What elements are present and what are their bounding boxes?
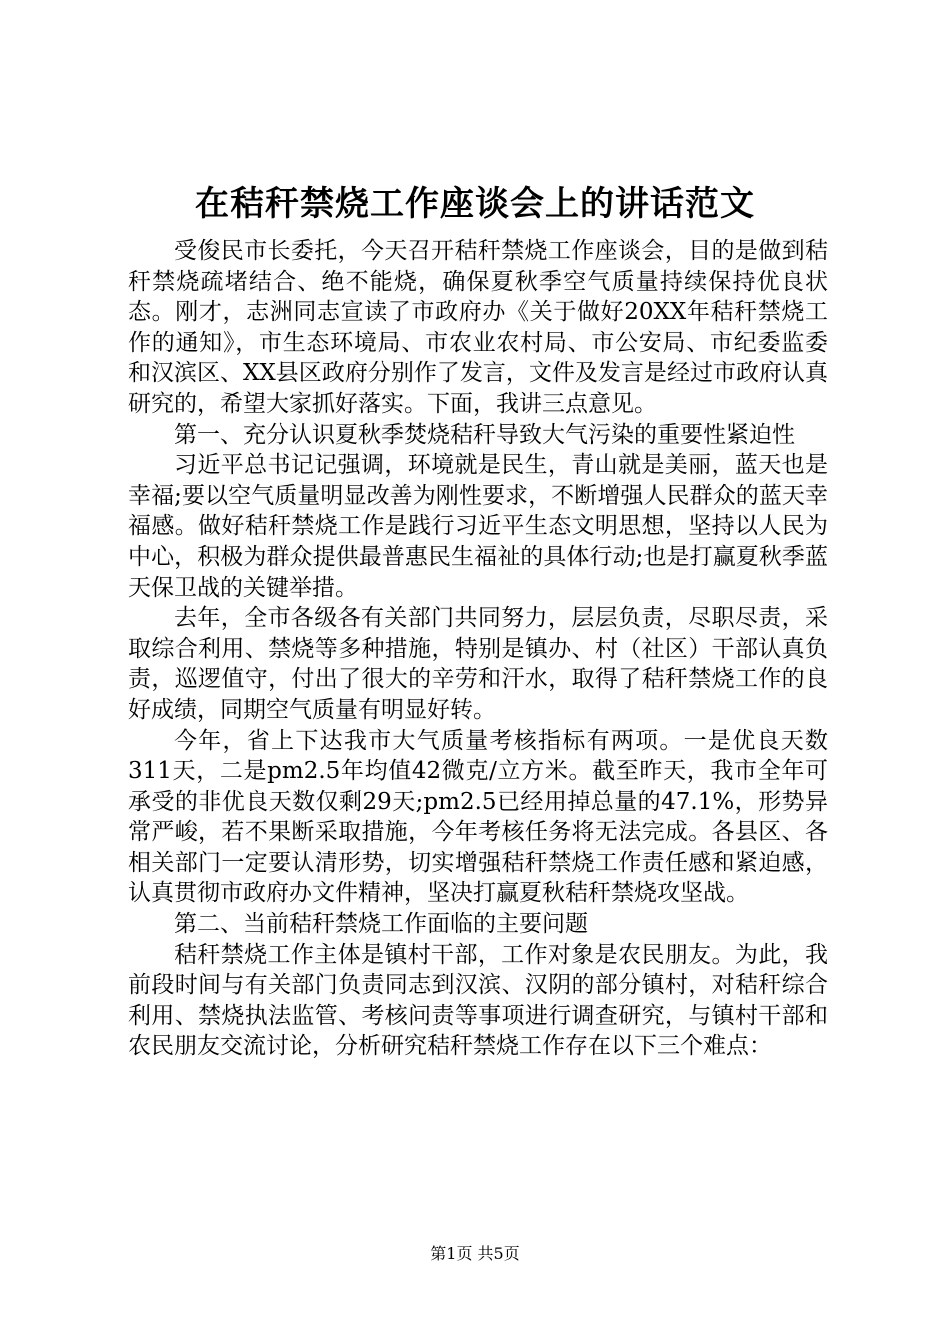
paragraph-intro: 受俊民市长委托，今天召开秸秆禁烧工作座谈会，目的是做到秸秆禁烧疏堵结合、绝不能烧，确保夏秋季空气质量持续保持优良状态。刚才，志洲同志宣读了市政府办《关于做好20XX年秸秆禁烧工作的通知》，市生态环境局、市农业农村局、市公安局、市纪委监委和汉滨区、XX县区政府分别作了发言，文件及发言是经过市政府认真研究的，希望大家抓好落实。下面，我讲三点意见。 bbox=[128, 238, 828, 417]
heading-section-one: 第一、充分认识夏秋季焚烧秸秆导致大气污染的重要性紧迫性 bbox=[174, 421, 795, 448]
paragraph-section-one-c: 今年，省上下达我市大气质量考核指标有两项。一是优良天数311天，二是pm2.5年均值42微克/立方米。截至昨天，我市全年可承受的非优良天数仅剩29天;pm2.5已经用掉总量的47.1%，形势异常严峻，若不果断采取措施，今年考核任务将无法完成。各县区、各相关部门一定要认清形势，切实增强秸秆禁烧工作责任感和紧迫感，认真贯彻市政府办文件精神，坚决打赢夏秋秸秆禁烧攻坚战。 bbox=[128, 727, 828, 907]
paragraph-section-one-b: 去年，全市各级各有关部门共同努力，层层负责，尽职尽责，采取综合利用、禁烧等多种措施，特别是镇办、村（社区）干部认真负责，巡逻值守，付出了很大的辛劳和汗水，取得了秸秆禁烧工作的良好成绩，同期空气质量有明显好转。 bbox=[128, 605, 828, 723]
heading-section-two: 第二、当前秸秆禁烧工作面临的主要问题 bbox=[174, 911, 588, 938]
document-title: 在秸秆禁烧工作座谈会上的讲话范文 bbox=[195, 184, 755, 224]
document-body bbox=[128, 236, 828, 1062]
paragraph-section-one-a: 习近平总书记记强调，环境就是民生，青山就是美丽，蓝天也是幸福;要以空气质量明显改善为刚性要求，不断增强人民群众的蓝天幸福感。做好秸秆禁烧工作是践行习近平生态文明思想，坚持以人民为中心，积极为群众提供最普惠民生福祉的具体行动;也是打赢夏秋季蓝天保卫战的关键举措。 bbox=[128, 452, 828, 601]
page-footer: 第1页 共5页 bbox=[430, 1244, 520, 1263]
paragraph-section-two-a: 秸秆禁烧工作主体是镇村干部，工作对象是农民朋友。为此，我前段时间与有关部门负责同志到汉滨、汉阴的部分镇村，对秸秆综合利用、禁烧执法监管、考核问责等事项进行调查研究，与镇村干部和农民朋友交流讨论，分析研究秸秆禁烧工作存在以下三个难点： bbox=[128, 941, 828, 1060]
